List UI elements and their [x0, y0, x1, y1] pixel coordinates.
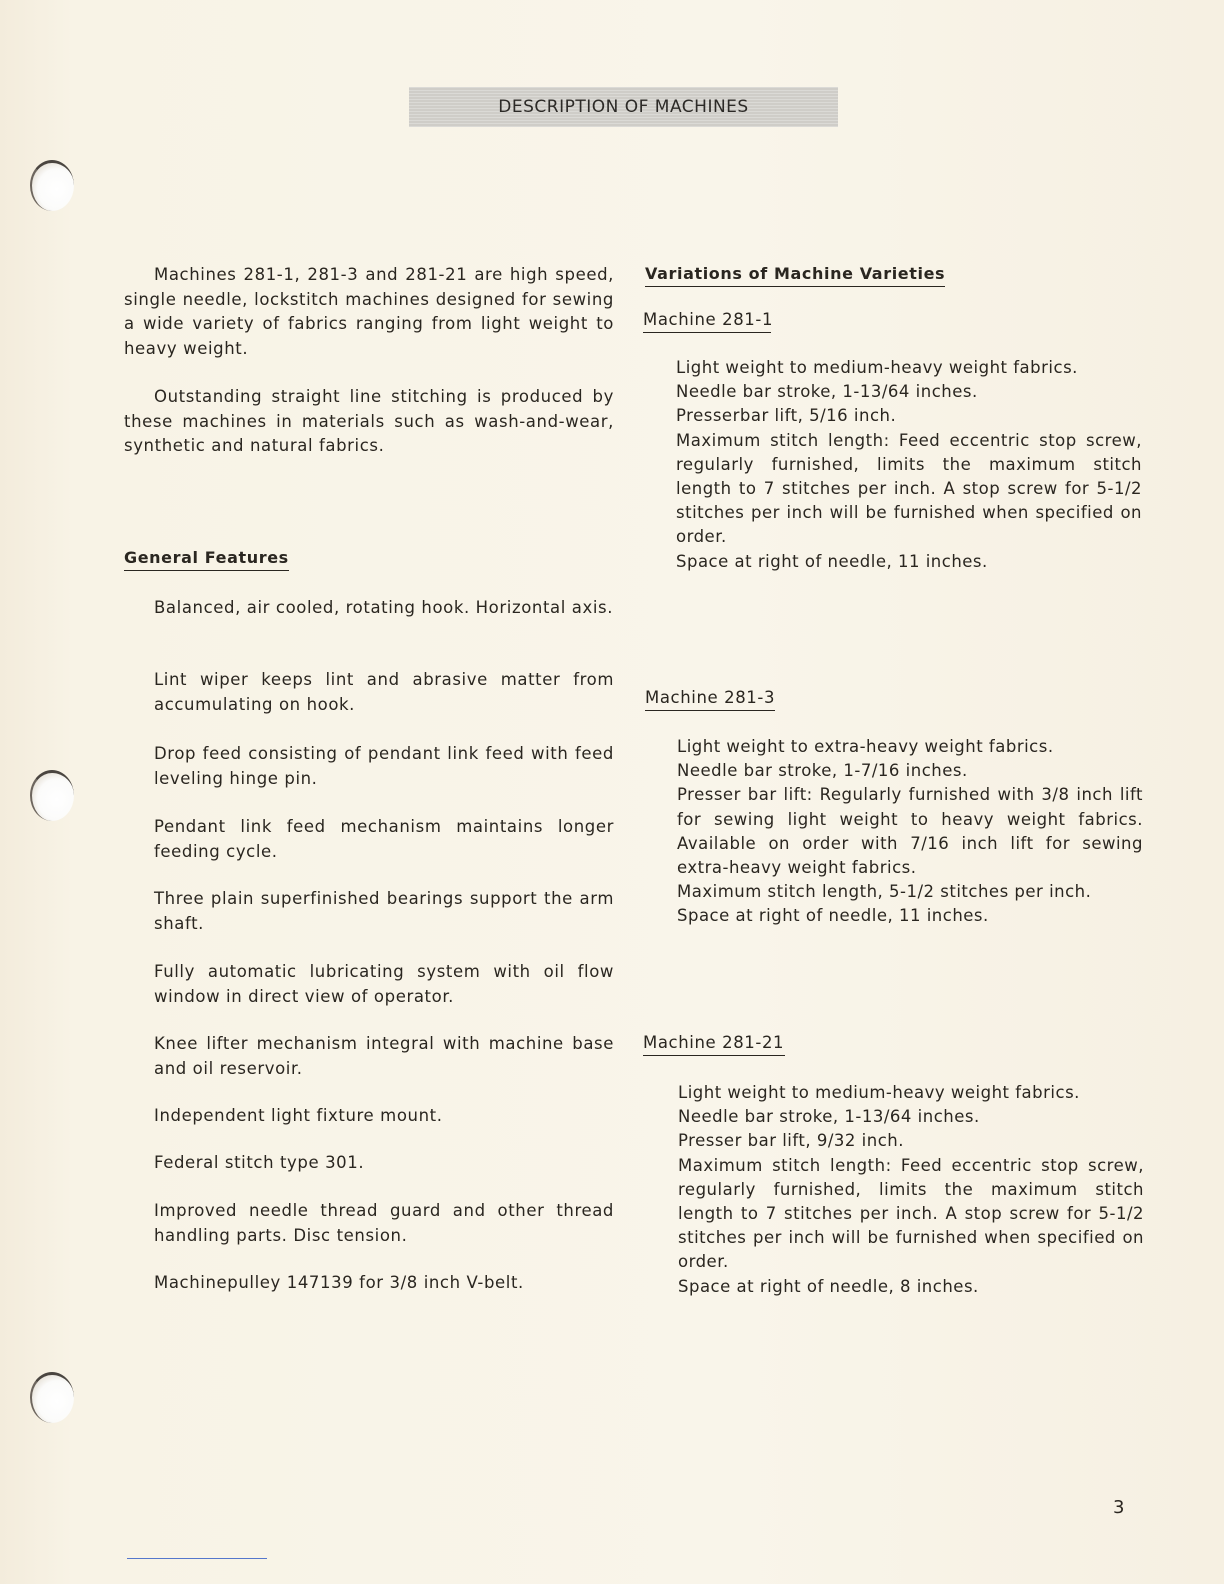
feature-item: Fully automatic lubricating system with oil flow window in direct view of operator. [154, 962, 614, 1006]
spec-line: Maximum stitch length, 5-1/2 stitches per inch. [677, 882, 1092, 902]
intro-paragraph-1: Machines 281-1, 281-3 and 281-21 are high speed, single needle, lockstitch machines designed for sewing a wide variety of fabrics ranging from light weight to heavy weight. [124, 265, 614, 358]
page-number: 3 [1113, 1497, 1125, 1518]
machine-281-3-title: Machine 281-3 [645, 688, 775, 711]
machine-281-1-title: Machine 281-1 [643, 310, 771, 333]
spec-line: Maximum stitch length: Feed eccentric stop screw, regularly furnished, limits the maximum stitch length to 7 stitches per inch. A stop screw for 5-1/2 stitches per inch will be furnished when specified on order. [676, 430, 1142, 547]
spec-line: Light weight to extra-heavy weight fabrics. [677, 737, 1054, 756]
feature-item: Drop feed consisting of pendant link feed with feed leveling hinge pin. [154, 744, 614, 788]
variations-heading: Variations of Machine Varieties [645, 264, 945, 287]
intro-block-2 [124, 385, 614, 459]
machine-281-21-specs [678, 1081, 1144, 1299]
feature-item: Improved needle thread guard and other thread handling parts. Disc tension. [154, 1201, 614, 1245]
spec-line: Space at right of needle, 8 inches. [678, 1276, 979, 1296]
section-title: DESCRIPTION OF MACHINES [498, 97, 749, 117]
feature-item: Federal stitch type 301. [154, 1153, 365, 1172]
spec-line: Presser bar lift: Regularly furnished with 3/8 inch lift for sewing light weight to heavy weight fabrics. Available on order with 7/16 inch lift for sewing extra-heavy weight fabrics. [677, 785, 1143, 878]
feature-item: Knee lifter mechanism integral with machine base and oil reservoir. [154, 1034, 614, 1078]
spec-line: Presser bar lift, 9/32 inch. [678, 1131, 904, 1151]
feature-item: Independent light fixture mount. [154, 1106, 443, 1125]
intro-paragraph-2: Outstanding straight line stitching is produced by these machines in materials such as wash-and-wear, synthetic and natural fabrics. [124, 387, 614, 455]
machine-281-1-specs [676, 356, 1142, 574]
spec-line: Maximum stitch length: Feed eccentric stop screw, regularly furnished, limits the maximum stitch length to 7 stitches per inch. A stop screw for 5-1/2 stitches per inch will be furnished when specified on order. [678, 1155, 1144, 1272]
feature-item: Lint wiper keeps lint and abrasive matter from accumulating on hook. [154, 670, 614, 714]
spec-line: Presserbar lift, 5/16 inch. [676, 406, 897, 426]
feature-item: Balanced, air cooled, rotating hook. Horizontal axis. [154, 598, 614, 617]
feature-item: Three plain superfinished bearings support the arm shaft. [154, 889, 614, 933]
intro-block [124, 263, 614, 361]
spec-line: Light weight to medium-heavy weight fabrics. [678, 1083, 1080, 1102]
feature-item: Pendant link feed mechanism maintains longer feeding cycle. [154, 817, 614, 861]
spec-line: Needle bar stroke, 1-13/64 inches. [678, 1107, 980, 1127]
spec-line: Light weight to medium-heavy weight fabrics. [676, 358, 1078, 377]
spec-line: Needle bar stroke, 1-13/64 inches. [676, 382, 978, 402]
spec-line: Space at right of needle, 11 inches. [677, 906, 989, 926]
spec-line: Space at right of needle, 11 inches. [676, 551, 988, 571]
binder-hole-top [30, 160, 74, 211]
edge-mark [127, 1558, 267, 1559]
feature-item: Machinepulley 147139 for 3/8 inch V-belt. [154, 1273, 524, 1292]
general-features-heading: General Features [124, 548, 289, 571]
section-header [409, 87, 838, 127]
machine-281-21-title: Machine 281-21 [643, 1033, 785, 1056]
binder-hole-middle [30, 770, 74, 821]
machine-281-3-specs [677, 735, 1143, 929]
spec-line: Needle bar stroke, 1-7/16 inches. [677, 761, 968, 781]
binder-hole-bottom [30, 1372, 74, 1423]
